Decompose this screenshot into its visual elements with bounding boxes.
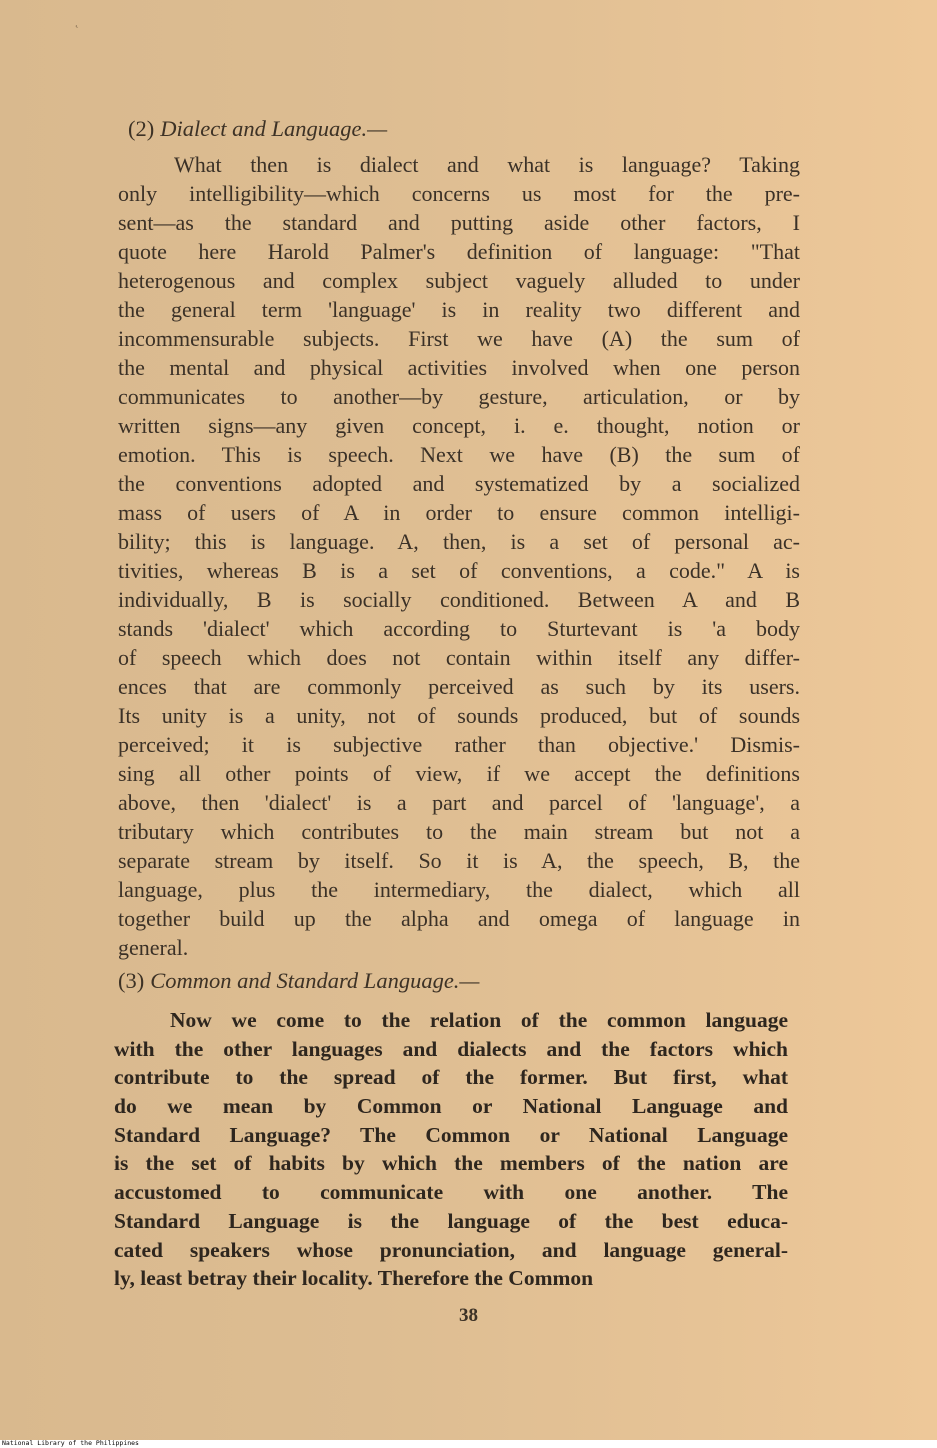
text-line: the conventions adopted and systematized by a socialized bbox=[118, 471, 800, 496]
text-line: tivities, whereas B is a set of conventions, a code." A is bbox=[118, 558, 800, 583]
text-line: the general term 'language' is in reality two different and bbox=[118, 297, 800, 322]
text-line: ly, least betray their locality. Therefore the Common bbox=[114, 1266, 594, 1291]
text-line: contribute to the spread of the former. But first, what bbox=[114, 1065, 788, 1090]
text-line: cated speakers whose pronunciation, and language general- bbox=[114, 1237, 788, 1262]
text-line: mass of users of A in order to ensure common intelligi- bbox=[118, 500, 800, 525]
text-line: Standard Language? The Common or National Language bbox=[114, 1122, 788, 1147]
ink-speck: ˛ bbox=[75, 14, 79, 28]
text-line: heterogenous and complex subject vaguely alluded to under bbox=[118, 268, 800, 293]
text-line: Standard Language is the language of the best educa- bbox=[114, 1208, 788, 1233]
section-3-heading bbox=[118, 968, 479, 994]
text-line: communicates to another—by gesture, articulation, or by bbox=[118, 384, 800, 409]
page-number: 38 bbox=[459, 1305, 478, 1326]
footer-bar bbox=[0, 1440, 937, 1448]
text-line: quote here Harold Palmer's definition of language: "That bbox=[118, 239, 800, 264]
section-2-title: Dialect and Language.— bbox=[160, 116, 388, 141]
text-line: perceived; it is subjective rather than objective.' Dismis- bbox=[118, 732, 800, 757]
text-line: the mental and physical activities involved when one person bbox=[118, 355, 800, 380]
section-3-title: Common and Standard Language.— bbox=[150, 968, 480, 993]
text-line: separate stream by itself. So it is A, the speech, B, the bbox=[118, 848, 800, 873]
text-line: only intelligibility—which concerns us most for the pre- bbox=[118, 181, 800, 206]
text-line: incommensurable subjects. First we have (A) the sum of bbox=[118, 326, 800, 351]
text-line: is the set of habits by which the members of the nation are bbox=[114, 1151, 788, 1176]
text-line: What then is dialect and what is language? Taking bbox=[174, 152, 800, 177]
text-line: bility; this is language. A, then, is a set of personal ac- bbox=[118, 529, 800, 554]
text-line: language, plus the intermediary, the dialect, which all bbox=[118, 877, 800, 902]
text-line: do we mean by Common or National Language and bbox=[114, 1094, 788, 1119]
section-3-number: (3) bbox=[118, 968, 145, 993]
section-3-body bbox=[114, 1006, 788, 1293]
text-line: accustomed to communicate with one another. The bbox=[114, 1180, 788, 1205]
text-line: general. bbox=[118, 935, 189, 960]
footer-credit: National Library of the Philippines bbox=[2, 1439, 139, 1447]
text-line: tributary which contributes to the main stream but not a bbox=[118, 819, 800, 844]
section-2-body bbox=[118, 150, 800, 962]
section-2-heading bbox=[128, 116, 387, 142]
text-line: ences that are commonly perceived as such by its users. bbox=[118, 674, 800, 699]
text-line: individually, B is socially conditioned. Between A and B bbox=[118, 587, 800, 612]
text-line: with the other languages and dialects and the factors which bbox=[114, 1036, 788, 1061]
text-line: above, then 'dialect' is a part and parcel of 'language', a bbox=[118, 790, 800, 815]
section-2-number: (2) bbox=[128, 116, 155, 141]
text-line: stands 'dialect' which according to Sturtevant is 'a body bbox=[118, 616, 800, 641]
text-line: together build up the alpha and omega of language in bbox=[118, 906, 800, 931]
text-line: Now we come to the relation of the common language bbox=[170, 1008, 788, 1032]
text-line: Its unity is a unity, not of sounds produced, but of sounds bbox=[118, 703, 800, 728]
text-line: written signs—any given concept, i. e. thought, notion or bbox=[118, 413, 800, 438]
text-line: emotion. This is speech. Next we have (B) the sum of bbox=[118, 442, 800, 467]
text-line: sing all other points of view, if we accept the definitions bbox=[118, 761, 800, 786]
text-line: of speech which does not contain within itself any differ- bbox=[118, 645, 800, 670]
text-line: sent—as the standard and putting aside other factors, I bbox=[118, 210, 800, 235]
